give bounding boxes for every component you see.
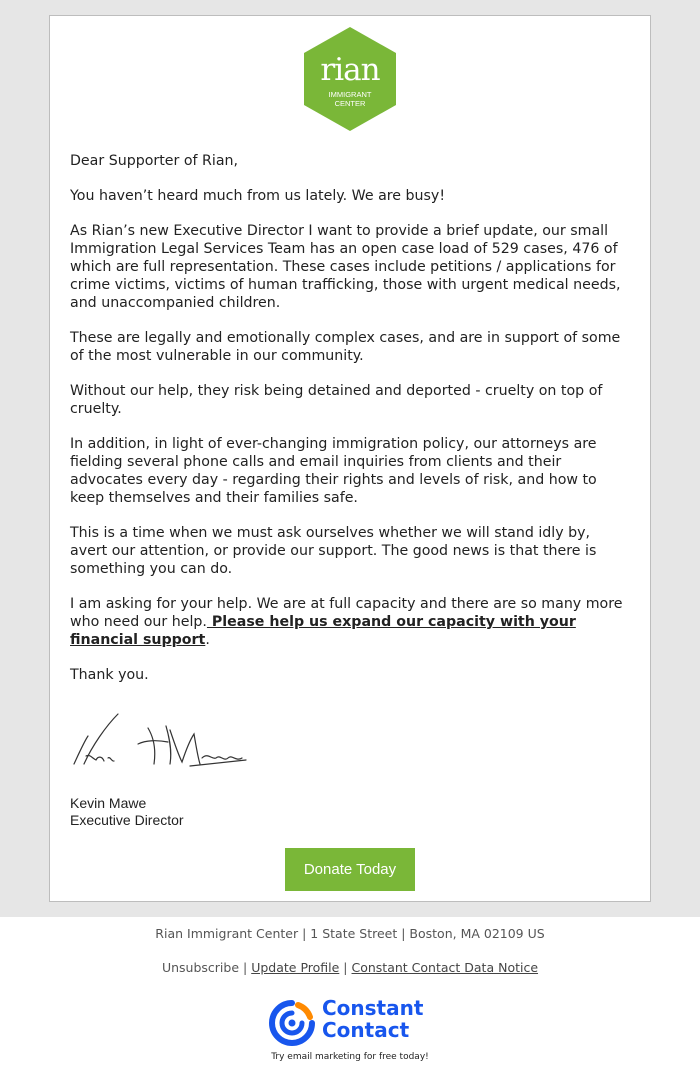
- ask-paragraph: I am asking for your help. We are at full capacity and there are so many more who need our help. Please help us expand our capacity with your financial support.: [70, 596, 623, 648]
- signature-icon: [70, 706, 250, 776]
- cc-tagline[interactable]: Try email marketing for free today!: [271, 1052, 429, 1062]
- greeting: Dear Supporter of Rian,: [70, 153, 239, 169]
- paragraph: As Rian’s new Executive Director I want to provide a brief update, our small Immigration Legal Services Team has an open case load of 529 cases, 476 of which are full representation. These cases include petitions / applications for crime victims, victims of human trafficking, those with urgent medical needs, and unaccompanied children.: [70, 223, 621, 311]
- unsubscribe-link[interactable]: Unsubscribe: [161, 960, 240, 975]
- donate-button[interactable]: Donate Today: [285, 848, 415, 891]
- data-notice-link[interactable]: Constant Contact Data Notice: [351, 960, 539, 975]
- signer-block: [70, 795, 184, 829]
- paragraph: You haven’t heard much from us lately. We are busy!: [70, 188, 446, 204]
- financial-support-link[interactable]: Please help us expand our capacity with your financial support: [70, 614, 576, 648]
- signer-title: Executive Director: [70, 812, 184, 828]
- paragraph: Without our help, they risk being detained and deported - cruelty on top of cruelty.: [70, 383, 603, 417]
- constant-contact-icon: [268, 999, 316, 1047]
- paragraph: This is a time when we must ask ourselves whether we will stand idly by, avert our attention, or provide our support. The good news is that there is something you can do.: [70, 525, 597, 577]
- update-profile-link[interactable]: Update Profile: [251, 960, 340, 975]
- logo-subtitle: IMMIGRANT CENTER: [328, 90, 372, 108]
- sender-address: Rian Immigrant Center | 1 State Street | Boston, MA 02109 US: [155, 926, 545, 941]
- rian-logo: [303, 26, 397, 132]
- constant-contact-wordmark: Constant Contact: [322, 996, 424, 1042]
- letter-body: [70, 152, 630, 701]
- footer-links: Unsubscribe | Update Profile | Constant Contact Data Notice: [161, 960, 539, 975]
- paragraph: These are legally and emotionally complex cases, and are in support of some of the most vulnerable in our community.: [70, 330, 621, 364]
- email-footer: [0, 917, 700, 1076]
- logo-wordmark: rian: [320, 52, 380, 88]
- paragraph: In addition, in light of ever-changing immigration policy, our attorneys are fielding several phone calls and email inquiries from clients and their advocates every day - regarding their rights and levels of risk, and how to keep themselves and their families safe.: [70, 436, 597, 506]
- signer-name: Kevin Mawe: [70, 795, 147, 811]
- email-card: [49, 15, 651, 902]
- constant-contact-logo[interactable]: [268, 997, 438, 1045]
- closing: Thank you.: [70, 667, 149, 683]
